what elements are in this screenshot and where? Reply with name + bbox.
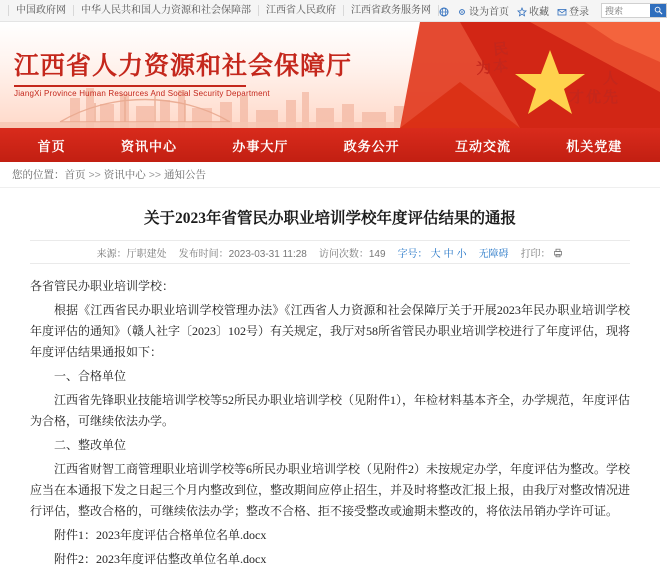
login-label: 登录 — [569, 7, 589, 18]
title-underline — [14, 85, 246, 87]
favorite-label: 收藏 — [529, 7, 549, 18]
article-paragraph-3: 江西省先锋职业技能培训学校等52所民办职业培训学校（见附件1），年检材料基本齐全，办学规范，年度评估为合格，可继续依法办学。 — [30, 393, 631, 428]
banner-slogan-4: 才优先 — [568, 90, 620, 106]
article-paragraph-0: 各省管民办职业培训学校： — [30, 279, 175, 293]
article-body — [30, 264, 630, 570]
set-homepage-label: 设为首页 — [469, 7, 509, 18]
language-globe-button[interactable] — [439, 6, 449, 16]
nav-item-government-disclosure[interactable]: 政务公开 — [343, 138, 400, 154]
top-link-2[interactable]: 江西省人民政府 — [259, 5, 344, 16]
meta-visits — [319, 245, 386, 260]
meta-visits-value: 149 — [368, 248, 386, 260]
article-meta — [30, 240, 630, 264]
search-box[interactable] — [601, 3, 667, 18]
top-government-bar — [0, 0, 660, 22]
site-title-en: JiangXi Province Human Resources And Social Security Department — [14, 89, 270, 98]
breadcrumb-item-0[interactable]: 首页 — [64, 169, 86, 181]
meta-date-label: 发布时间： — [178, 248, 229, 260]
nav-item-news[interactable]: 资讯中心 — [120, 138, 177, 154]
mail-icon — [557, 7, 567, 17]
top-link-0[interactable]: 中国政府网 — [8, 5, 74, 16]
nav-item-interaction[interactable]: 互动交流 — [454, 138, 511, 154]
nav-item-service-hall[interactable]: 办事大厅 — [232, 138, 289, 154]
breadcrumb-item-2[interactable]: 通知公告 — [164, 169, 207, 181]
accessibility-button[interactable]: 无障碍 — [478, 248, 509, 260]
meta-source — [97, 245, 167, 260]
font-size-label: 字号： — [397, 248, 428, 260]
breadcrumb-item-1[interactable]: 资讯中心 — [103, 169, 146, 181]
top-link-3[interactable]: 江西省政务服务网 — [344, 5, 439, 16]
meta-source-value: 厅职建处 — [126, 248, 167, 260]
article-paragraph-1: 根据《江西省民办职业培训学校管理办法》《江西省人力资源和社会保障厅关于开展2023年民办职业培训学校年度评估的通知》（赣人社字〔2023〕102号）有关规定，我厅对58所省管民办职业培训学校进行了年度评估，现将年度评估结果通报如下： — [30, 303, 631, 359]
breadcrumb — [0, 162, 660, 188]
favorite-button[interactable] — [517, 3, 549, 18]
meta-source-label: 来源： — [96, 248, 127, 260]
nav-item-home[interactable]: 首页 — [37, 138, 66, 154]
site-banner — [0, 22, 660, 128]
breadcrumb-prefix: 您的位置： — [12, 169, 65, 181]
nav-item-party-building[interactable]: 机关党建 — [566, 138, 623, 154]
print-control[interactable] — [521, 245, 564, 260]
meta-date — [179, 245, 307, 260]
search-icon — [654, 6, 663, 15]
main-nav — [0, 128, 660, 162]
star-icon — [517, 7, 527, 17]
article-container — [0, 188, 660, 570]
page-title: 关于2023年省管民办职业培训学校年度评估结果的通报 — [143, 210, 516, 227]
banner-slogan-1: 民 — [492, 41, 511, 59]
print-label: 打印： — [520, 248, 551, 260]
breadcrumb-separator-1: >> — [148, 168, 162, 181]
font-size-large[interactable]: 大 — [430, 248, 441, 260]
globe-icon — [439, 7, 449, 17]
printer-icon[interactable] — [553, 248, 563, 258]
gear-icon — [457, 7, 467, 17]
search-input[interactable] — [602, 4, 650, 17]
search-button[interactable] — [650, 4, 666, 17]
top-external-links — [8, 5, 439, 16]
article-paragraph-4: 二、整改单位 — [54, 438, 127, 452]
login-button[interactable] — [557, 3, 589, 18]
top-tools — [439, 3, 667, 18]
meta-visits-label: 访问次数： — [318, 248, 369, 260]
font-size-small[interactable]: 小 — [456, 248, 467, 260]
font-size-controls — [398, 245, 467, 260]
set-homepage-button[interactable] — [457, 3, 509, 18]
meta-date-value: 2023-03-31 11:28 — [228, 248, 307, 260]
attachment-link-2[interactable]: 附件2：2023年度评估整改单位名单.docx — [54, 552, 267, 566]
red-ribbon-illustration — [400, 22, 660, 128]
article-paragraph-2: 一、合格单位 — [54, 369, 127, 383]
breadcrumb-separator-0: >> — [88, 168, 101, 181]
article-paragraph-5: 江西省财智工商管理职业培训学校等6所民办职业培训学校（见附件2）未按规定办学，年度评估为整改。学校应当在本通报下发之日起三个月内整改到位，整改期间应停止招生，并及时将整改汇报上报，由我厅对整改情况进行评估，整改合格的，可继续依法办学；整改不合格、拒不接受整改或逾期未整改的，将依法吊销办学许可证。 — [30, 462, 631, 518]
top-link-1[interactable]: 中华人民共和国人力资源和社会保障部 — [74, 5, 259, 16]
banner-slogan-2: 为本 — [475, 58, 511, 78]
site-title-block — [14, 52, 352, 98]
site-title-cn: 江西省人力资源和社会保障厅 — [14, 53, 353, 80]
font-size-medium[interactable]: 中 — [443, 248, 454, 260]
attachment-link-1[interactable]: 附件1：2023年度评估合格单位名单.docx — [54, 528, 267, 542]
banner-slogan-3: 人 — [602, 71, 620, 87]
